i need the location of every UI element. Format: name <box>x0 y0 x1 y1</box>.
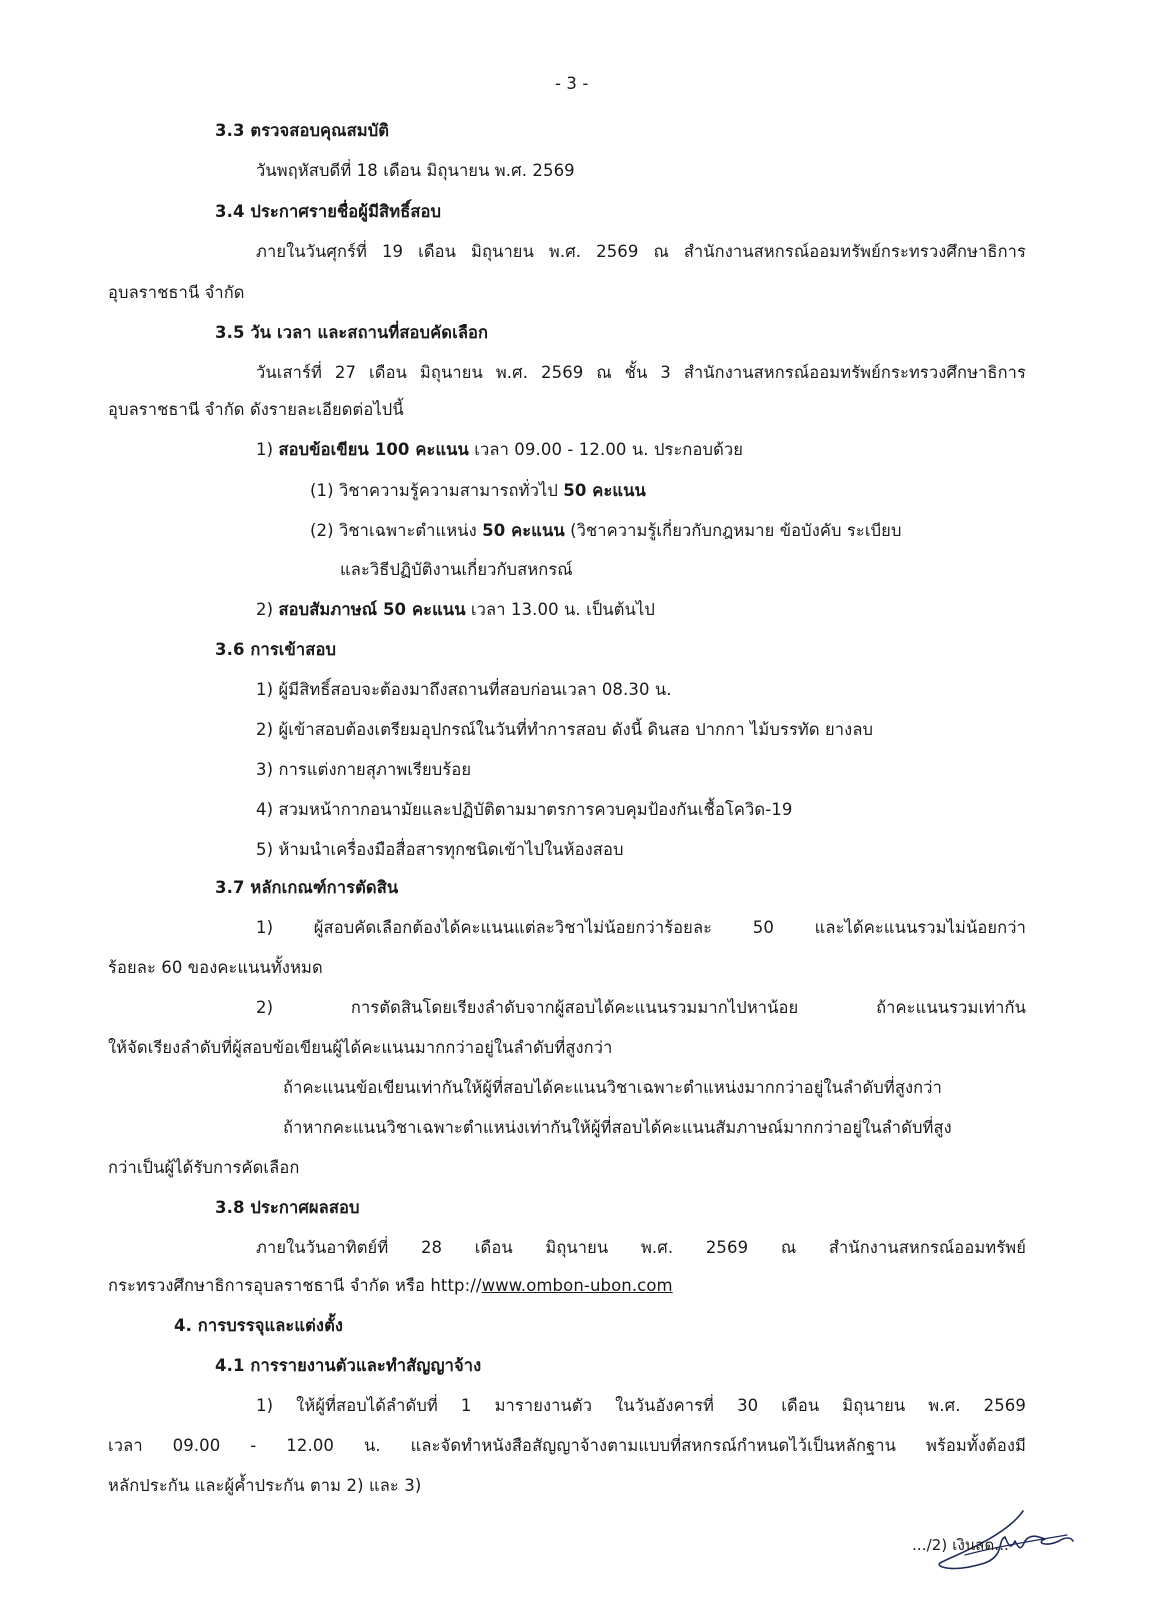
criteria-line: กว่าเป็นผู้ได้รับการคัดเลือก <box>108 1158 300 1177</box>
section-3-8-heading: 3.8 ประกาศผลสอบ <box>215 1198 360 1217</box>
subject-general-score: 50 คะแนน <box>563 481 646 500</box>
section-3-4-line: อุบลราชธานี จำกัด <box>108 283 245 302</box>
report-line: เวลา 09.00 - 12.00 น. และจัดทำหนังสือสัญญาจ้างตามแบบที่สหกรณ์กำหนดไว้เป็นหลักฐาน พร้อมทั้งต้องมี <box>108 1436 1026 1455</box>
subject-specific-detail: (วิชาความรู้เกี่ยวกับกฎหมาย ข้อบังคับ ระเบียบ <box>564 521 902 540</box>
section-3-4-line: ภายในวันศุกร์ที่ 19 เดือน มิถุนายน พ.ศ. 2569 ณ สำนักงานสหกรณ์ออมทรัพย์กระทรวงศึกษาธิการ <box>256 242 1026 261</box>
results-line: ภายในวันอาทิตย์ที่ 28 เดือน มิถุนายน พ.ศ. 2569 ณ สำนักงานสหกรณ์ออมทรัพย์ <box>256 1238 1026 1257</box>
interview-label: สอบสัมภาษณ์ 50 คะแนน <box>278 600 466 619</box>
section-3-5-heading: 3.5 วัน เวลา และสถานที่สอบคัดเลือก <box>215 323 489 342</box>
criteria-line: 2) การตัดสินโดยเรียงลำดับจากผู้สอบได้คะแนนรวมมากไปหาน้อย ถ้าคะแนนรวมเท่ากัน <box>256 998 1026 1017</box>
written-exam-detail: เวลา 09.00 - 12.00 น. ประกอบด้วย <box>468 440 744 459</box>
exam-rule-item: 3) การแต่งกายสุภาพเรียบร้อย <box>256 760 472 779</box>
subject-general-item <box>310 479 646 503</box>
subject-specific-item <box>310 519 902 543</box>
criteria-line: ให้จัดเรียงลำดับที่ผู้สอบข้อเขียนผู้ได้คะแนนมากกว่าอยู่ในลำดับที่สูงกว่า <box>108 1038 613 1057</box>
page-number: - 3 - <box>555 74 589 93</box>
section-3-5-line: อุบลราชธานี จำกัด ดังรายละเอียดต่อไปนี้ <box>108 400 404 419</box>
section-3-7-heading: 3.7 หลักเกณฑ์การตัดสิน <box>215 878 399 897</box>
report-line: หลักประกัน และผู้ค้ำประกัน ตาม 2) และ 3) <box>108 1476 422 1495</box>
criteria-line: ถ้าคะแนนข้อเขียนเท่ากันให้ผู้ที่สอบได้คะแนนวิชาเฉพาะตำแหน่งมากกว่าอยู่ในลำดับที่สูงกว่า <box>283 1078 942 1097</box>
interview-item <box>256 598 655 622</box>
website-link[interactable]: www.ombon-ubon.com <box>481 1276 673 1295</box>
section-4-1-heading: 4.1 การรายงานตัวและทำสัญญาจ้าง <box>215 1356 482 1375</box>
item-number: 2) <box>256 600 274 619</box>
results-line-text: กระทรวงศึกษาธิการอุบลราชธานี จำกัด หรือ http:// <box>108 1276 482 1295</box>
report-line: 1) ให้ผู้ที่สอบได้ลำดับที่ 1 มารายงานตัว ในวันอังคารที่ 30 เดือน มิถุนายน พ.ศ. 2569 <box>256 1396 1026 1415</box>
exam-rule-item: 5) ห้ามนำเครื่องมือสื่อสารทุกชนิดเข้าไปในห้องสอบ <box>256 840 624 859</box>
section-3-4-heading: 3.4 ประกาศรายชื่อผู้มีสิทธิ์สอบ <box>215 202 442 221</box>
section-3-3-text: วันพฤหัสบดีที่ 18 เดือน มิถุนายน พ.ศ. 2569 <box>256 161 575 180</box>
criteria-line: ร้อยละ 60 ของคะแนนทั้งหมด <box>108 958 323 977</box>
subject-specific-continuation: และวิธีปฏิบัติงานเกี่ยวกับสหกรณ์ <box>340 560 573 579</box>
subject-specific-label: (2) วิชาเฉพาะตำแหน่ง <box>310 521 483 540</box>
interview-detail: เวลา 13.00 น. เป็นต้นไป <box>465 600 655 619</box>
continuation-note: .../2) เงินสด... <box>912 1536 1009 1554</box>
item-number: 1) <box>256 440 274 459</box>
exam-rule-item: 1) ผู้มีสิทธิ์สอบจะต้องมาถึงสถานที่สอบก่อนเวลา 08.30 น. <box>256 680 672 699</box>
subject-specific-score: 50 คะแนน <box>482 521 565 540</box>
criteria-line: 1) ผู้สอบคัดเลือกต้องได้คะแนนแต่ละวิชาไม่น้อยกว่าร้อยละ 50 และได้คะแนนรวมไม่น้อยกว่า <box>256 918 1026 937</box>
written-exam-item <box>256 438 743 462</box>
written-exam-label: สอบข้อเขียน 100 คะแนน <box>278 440 469 459</box>
section-3-5-line: วันเสาร์ที่ 27 เดือน มิถุนายน พ.ศ. 2569 ณ ชั้น 3 สำนักงานสหกรณ์ออมทรัพย์กระทรวงศึกษาธิการ <box>256 363 1026 382</box>
exam-rule-item: 4) สวมหน้ากากอนามัยและปฏิบัติตามมาตรการควบคุมป้องกันเชื้อโควิด-19 <box>256 800 793 819</box>
section-3-3-heading: 3.3 ตรวจสอบคุณสมบัติ <box>215 121 390 140</box>
criteria-line: ถ้าหากคะแนนวิชาเฉพาะตำแหน่งเท่ากันให้ผู้ที่สอบได้คะแนนสัมภาษณ์มากกว่าอยู่ในลำดับที่สูง <box>283 1118 952 1137</box>
subject-general-label: (1) วิชาความรู้ความสามารถทั่วไป <box>310 481 564 500</box>
section-3-6-heading: 3.6 การเข้าสอบ <box>215 640 337 659</box>
results-line <box>108 1274 673 1298</box>
section-4-heading: 4. การบรรจุและแต่งตั้ง <box>174 1316 344 1335</box>
exam-rule-item: 2) ผู้เข้าสอบต้องเตรียมอุปกรณ์ในวันที่ทำการสอบ ดังนี้ ดินสอ ปากกา ไม้บรรทัด ยางลบ <box>256 720 874 739</box>
